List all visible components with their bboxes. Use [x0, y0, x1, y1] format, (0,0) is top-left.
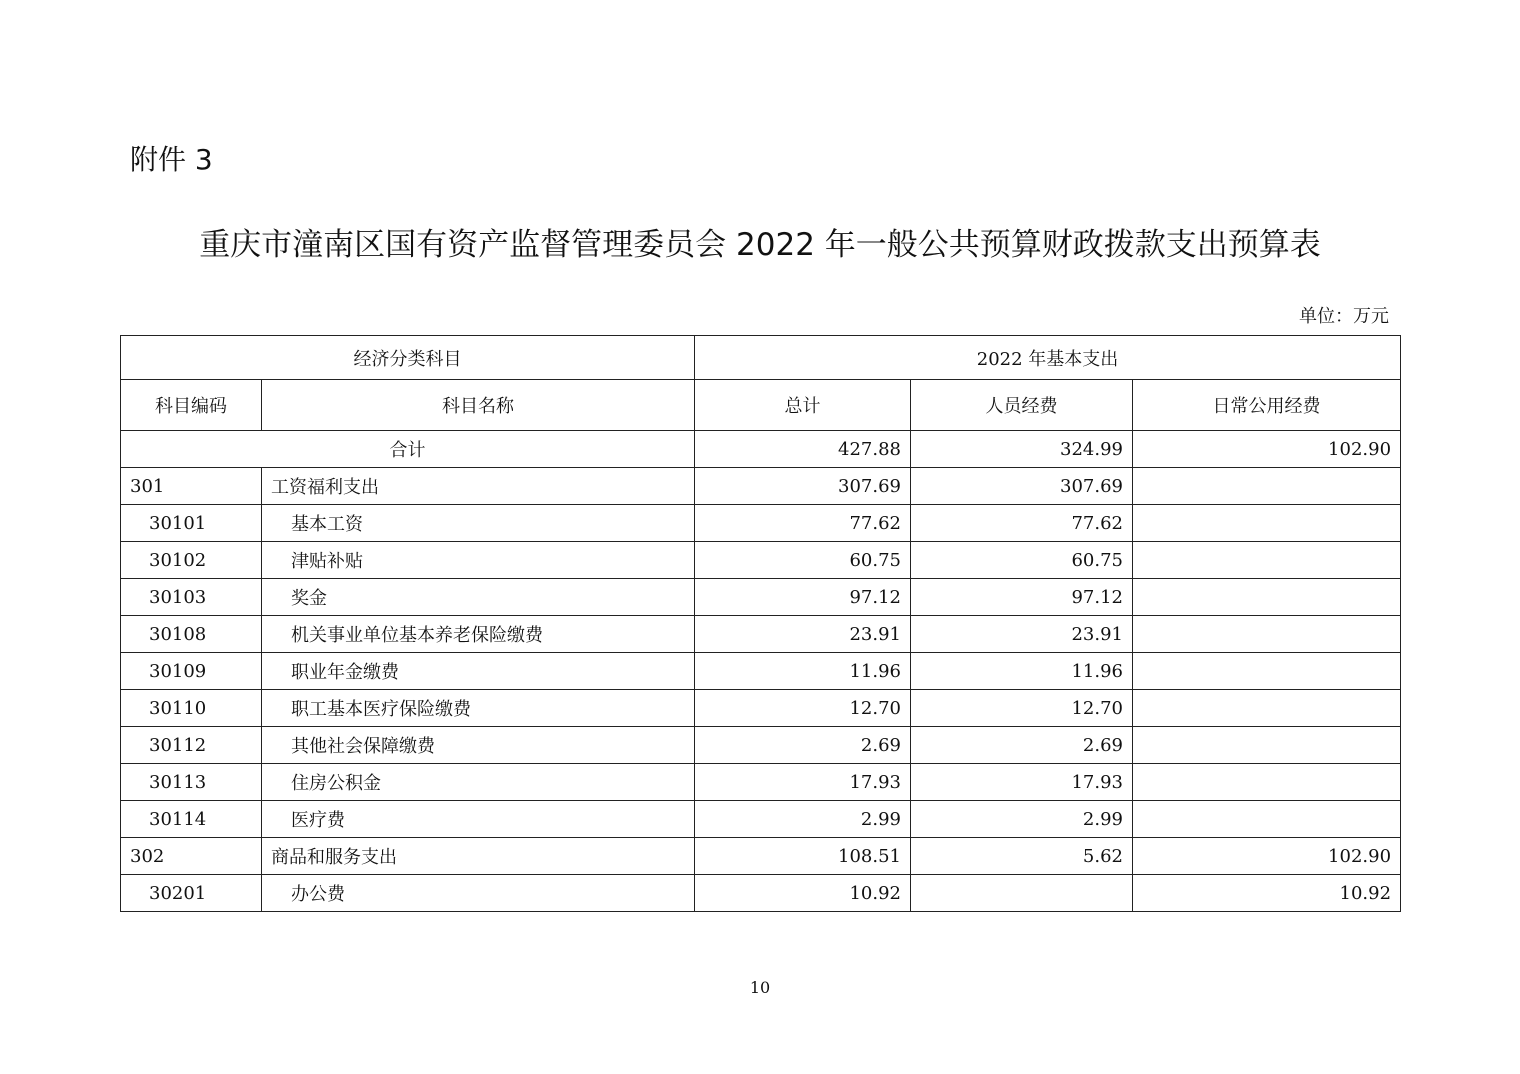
row-personnel: 5.62: [911, 838, 1133, 875]
row-code: 30201: [121, 875, 262, 912]
row-public: [1133, 542, 1401, 579]
row-total: 77.62: [695, 505, 911, 542]
table-row: [121, 468, 1401, 505]
row-public: [1133, 468, 1401, 505]
total-row-public: 102.90: [1133, 431, 1401, 468]
row-total: 60.75: [695, 542, 911, 579]
row-name: 商品和服务支出: [262, 838, 695, 875]
row-code: 30108: [121, 616, 262, 653]
column-header-name: 科目名称: [262, 380, 695, 431]
table-row: [121, 579, 1401, 616]
row-code: 30101: [121, 505, 262, 542]
budget-table: [120, 335, 1401, 912]
group-header-basic-expenditure: 2022 年基本支出: [695, 336, 1401, 380]
row-public: [1133, 653, 1401, 690]
row-name: 医疗费: [262, 801, 695, 838]
row-name: 津贴补贴: [262, 542, 695, 579]
column-header-public: 日常公用经费: [1133, 380, 1401, 431]
row-code: 30112: [121, 727, 262, 764]
table-row: [121, 653, 1401, 690]
total-row-label: 合计: [121, 431, 695, 468]
row-personnel: 2.69: [911, 727, 1133, 764]
row-name: 奖金: [262, 579, 695, 616]
row-public: [1133, 727, 1401, 764]
row-public: [1133, 801, 1401, 838]
total-row-total: 427.88: [695, 431, 911, 468]
column-header-code: 科目编码: [121, 380, 262, 431]
row-code: 30103: [121, 579, 262, 616]
row-code: 30109: [121, 653, 262, 690]
row-total: 17.93: [695, 764, 911, 801]
table-row: [121, 875, 1401, 912]
row-name: 住房公积金: [262, 764, 695, 801]
page-title: 重庆市潼南区国有资产监督管理委员会 2022 年一般公共预算财政拨款支出预算表: [199, 227, 1321, 263]
row-public: [1133, 690, 1401, 727]
row-personnel: 307.69: [911, 468, 1133, 505]
row-code: 30114: [121, 801, 262, 838]
total-row: [121, 431, 1401, 468]
row-name: 职工基本医疗保险缴费: [262, 690, 695, 727]
total-row-personnel: 324.99: [911, 431, 1133, 468]
row-code: 30102: [121, 542, 262, 579]
row-public: 102.90: [1133, 838, 1401, 875]
table-row: [121, 505, 1401, 542]
row-total: 23.91: [695, 616, 911, 653]
row-total: 10.92: [695, 875, 911, 912]
row-total: 108.51: [695, 838, 911, 875]
column-header-row: [121, 380, 1401, 431]
table-row: [121, 838, 1401, 875]
row-total: 97.12: [695, 579, 911, 616]
row-code: 30110: [121, 690, 262, 727]
page-number: 10: [749, 978, 771, 997]
row-personnel: 11.96: [911, 653, 1133, 690]
row-total: 12.70: [695, 690, 911, 727]
row-name: 办公费: [262, 875, 695, 912]
table-row: [121, 764, 1401, 801]
row-public: [1133, 505, 1401, 542]
group-header-economic-category: 经济分类科目: [121, 336, 695, 380]
row-personnel: 17.93: [911, 764, 1133, 801]
row-public: 10.92: [1133, 875, 1401, 912]
group-header-row: [121, 336, 1401, 380]
column-header-personnel: 人员经费: [911, 380, 1133, 431]
row-total: 11.96: [695, 653, 911, 690]
row-code: 301: [121, 468, 262, 505]
row-personnel: 77.62: [911, 505, 1133, 542]
row-name: 机关事业单位基本养老保险缴费: [262, 616, 695, 653]
row-total: 2.99: [695, 801, 911, 838]
table-row: [121, 690, 1401, 727]
attachment-label: 附件 3: [130, 143, 213, 176]
row-personnel: 60.75: [911, 542, 1133, 579]
row-public: [1133, 616, 1401, 653]
row-code: 302: [121, 838, 262, 875]
row-personnel: 23.91: [911, 616, 1133, 653]
row-code: 30113: [121, 764, 262, 801]
row-personnel: 2.99: [911, 801, 1133, 838]
row-personnel: 12.70: [911, 690, 1133, 727]
table-row: [121, 801, 1401, 838]
row-name: 工资福利支出: [262, 468, 695, 505]
table-row: [121, 542, 1401, 579]
row-personnel: [911, 875, 1133, 912]
table-row: [121, 616, 1401, 653]
row-name: 职业年金缴费: [262, 653, 695, 690]
row-name: 其他社会保障缴费: [262, 727, 695, 764]
row-total: 2.69: [695, 727, 911, 764]
row-name: 基本工资: [262, 505, 695, 542]
table-row: [121, 727, 1401, 764]
row-personnel: 97.12: [911, 579, 1133, 616]
row-public: [1133, 579, 1401, 616]
column-header-total: 总计: [695, 380, 911, 431]
row-total: 307.69: [695, 468, 911, 505]
row-public: [1133, 764, 1401, 801]
unit-label: 单位：万元: [1299, 306, 1389, 327]
